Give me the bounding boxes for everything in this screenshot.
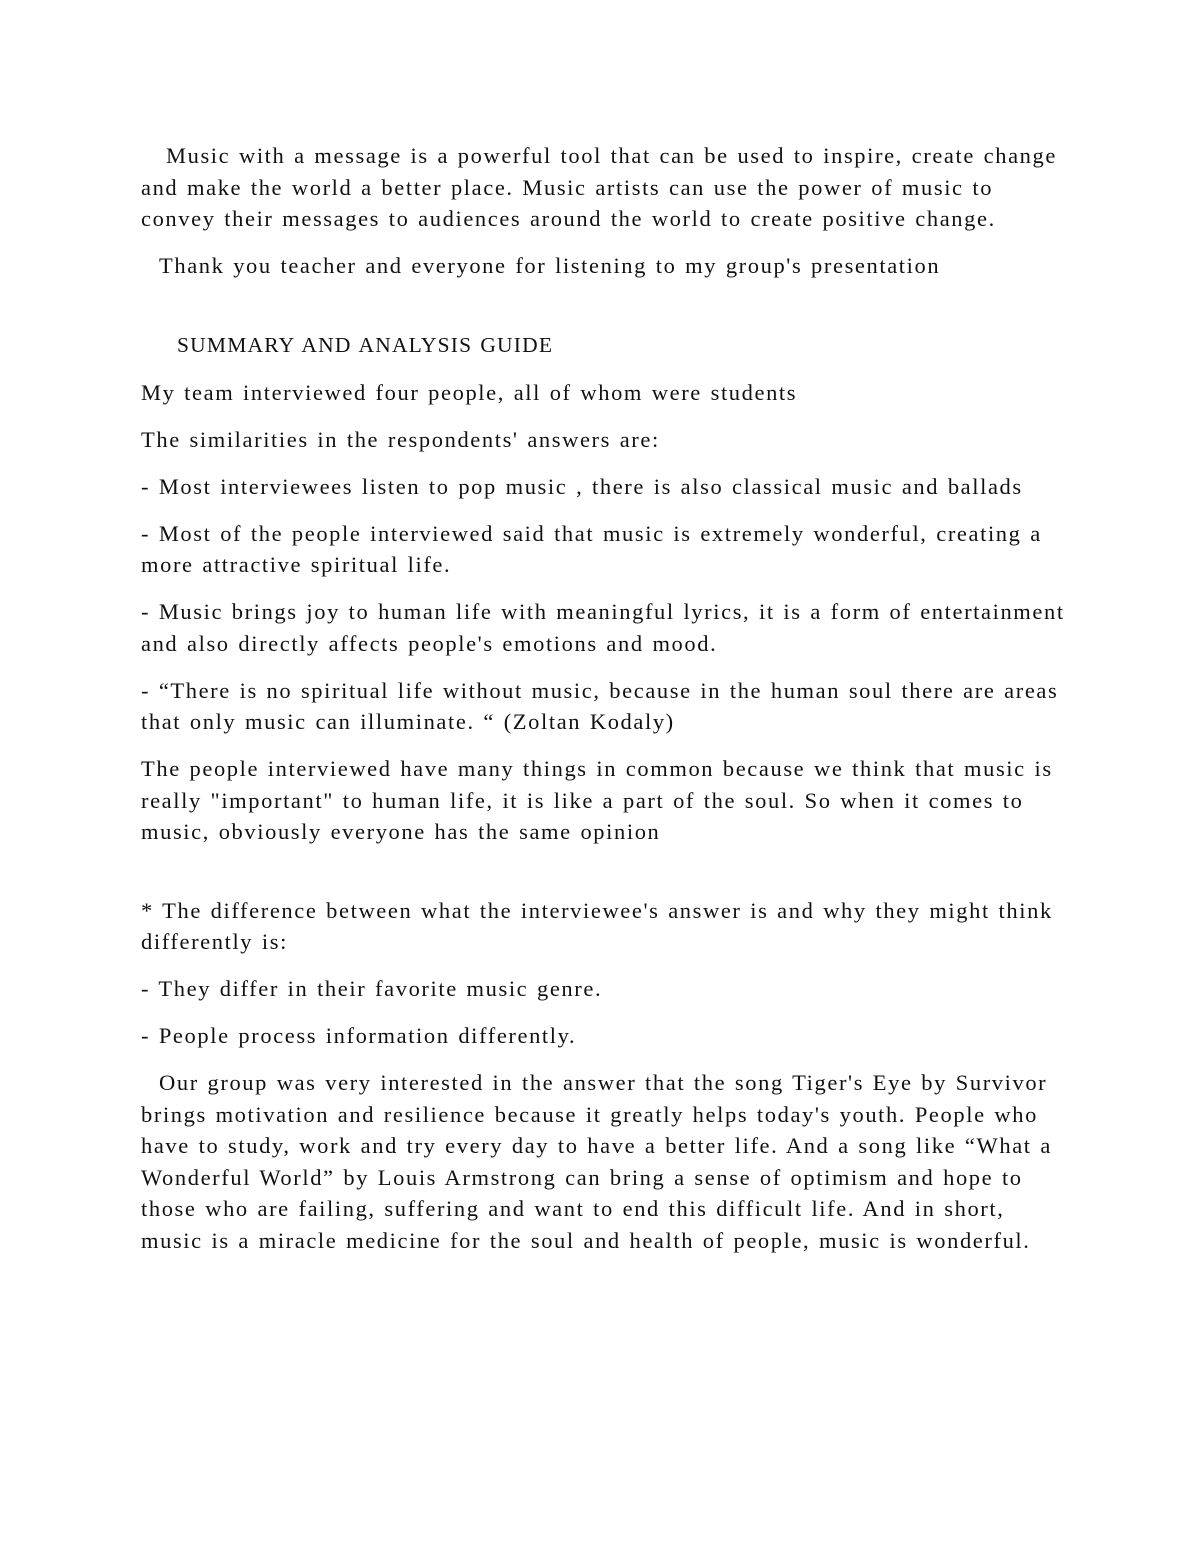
section-heading: SUMMARY AND ANALYSIS GUIDE xyxy=(177,332,554,357)
document-body xyxy=(141,140,1066,1272)
thanks-line: Thank you teacher and everyone for listening to my group's presentation xyxy=(159,253,941,278)
difference-item-1: - They differ in their favorite music genre. xyxy=(141,976,603,1001)
similarity-item-4: - “There is no spiritual life without music, because in the human soul there are areas that only music can illuminate. “ (Zoltan Kodaly) xyxy=(141,677,1059,734)
closing-paragraph: Our group was very interested in the answer that the song Tiger's Eye by Survivor brings motivation and resilience because it greatly helps today's youth. People who have to study, work and try every day to have a better life. And a song like “What a Wonderful World” by Louis Armstrong can bring a sense of optimism and hope to those who are failing, suffering and want to end this difficult life. And in short, music is a miracle medicine for the soul and health of people, music is wonderful. xyxy=(141,1070,1052,1253)
difference-item-2: - People process information differently. xyxy=(141,1023,577,1048)
similarities-intro: The similarities in the respondents' answers are: xyxy=(141,426,660,452)
similarity-item-1: - Most interviewees listen to pop music , there is also classical music and ballads xyxy=(141,473,1023,499)
common-paragraph: The people interviewed have many things in common because we think that music is really "important" to human life, it is like a part of the soul. So when it comes to music, obviously everyone has the same opinion xyxy=(141,756,1053,844)
similarity-item-2: - Most of the people interviewed said that music is extremely wonderful, creating a more attractive spiritual life. xyxy=(141,520,1042,577)
intro-paragraph: Music with a message is a powerful tool that can be used to inspire, create change and make the world a better place. Music artists can use the power of music to convey their messages to audiences around the world to create positive change. xyxy=(141,143,1057,231)
similarity-item-3: - Music brings joy to human life with meaningful lyrics, it is a form of entertainment and also directly affects people's emotions and mood. xyxy=(141,599,1065,656)
interview-line: My team interviewed four people, all of whom were students xyxy=(141,379,798,405)
difference-intro: * The difference between what the interviewee's answer is and why they might think differently is: xyxy=(141,897,1053,954)
